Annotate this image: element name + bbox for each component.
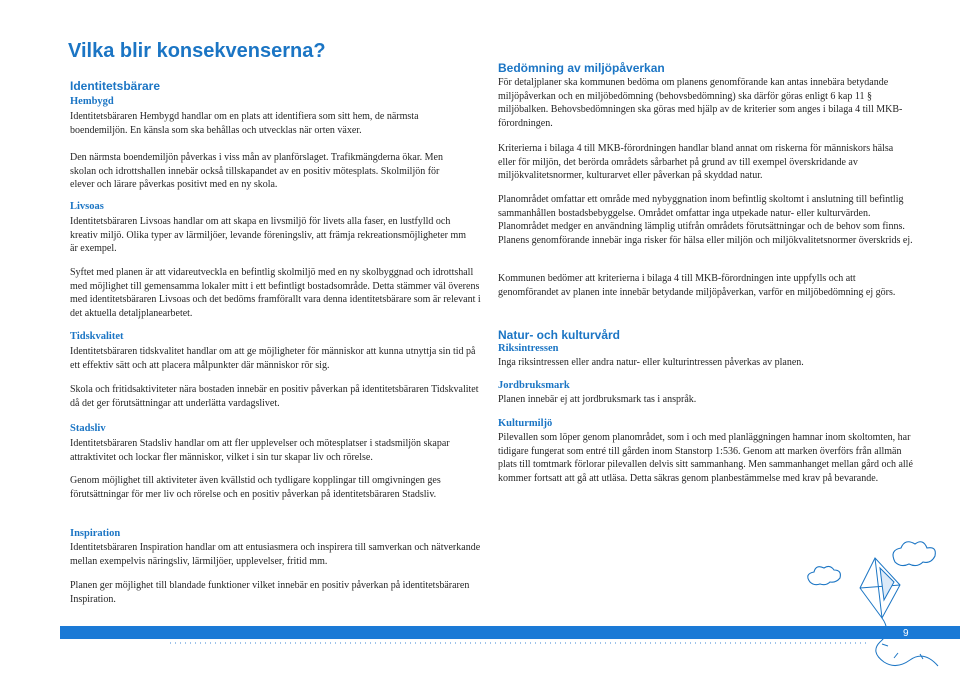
page-number: 9 (903, 628, 909, 639)
tidskvalitet-paragraph-1: Identitetsbäraren tidskvalitet handlar om att ge möjligheter för människor att kunna utnyttja sin tid på ett effektiv sätt och att placera målpunkter där människor rör sig. (70, 346, 476, 371)
bedomning-paragraph-4: Kommunen bedömer att kriterierna i bilaga 4 till MKB-förordningen inte uppfylls och att genomförandet av planen inte innebär betydande miljöpåverkan, varför en miljöbedömning ej görs. (498, 273, 896, 298)
stadsliv-paragraph-1: Identitetsbäraren Stadsliv handlar om att fler upplevelser och mötesplatser i stadsmiljön skapar attraktivitet och lockar fler människor, vilket i sin tur skapar liv och rörelse. (70, 438, 450, 463)
bedomning-heading: Bedömning av miljöpåverkan (498, 61, 665, 75)
bedomning-paragraph-1: För detaljplaner ska kommunen bedöma om planens genomförande kan antas innebära betydande miljöpåverkan och en miljöbedömning (behovsbedömning) ska därför göras enligt 6 kap 11 § miljöbalken. Behovsbedömningen ska göras med hjälp av de kriterier som anges i bilaga 4 till MKB-förordningen. (498, 77, 903, 129)
hembygd-paragraph-1: Identitetsbäraren Hembygd handlar om en plats att identifiera som sitt hem, de närmsta boendemiljön. En känsla som ska behållas och utvecklas när orten växer. (70, 111, 419, 136)
inspiration-paragraph-2: Planen ger möjlighet till blandade funktioner vilket innebär en positiv påverkan på identitetsbäraren Inspiration. (70, 580, 470, 605)
livsoas-heading: Livsoas (70, 201, 104, 212)
stadsliv-heading: Stadsliv (70, 423, 106, 434)
stadsliv-paragraph-2: Genom möjlighet till aktiviteter även kvällstid och tydligare kopplingar till omgivningen ges förutsättningar för mer liv och rörelse och en positiv påverkan på identitetsbäraren Stadsliv. (70, 475, 441, 500)
kite-icon (860, 558, 938, 666)
riksintressen-heading: Riksintressen (498, 343, 559, 354)
identitetsbarare-heading: Identitetsbärare (70, 79, 161, 93)
riksintressen-paragraph: Inga riksintressen eller andra natur- eller kulturintressen påverkas av planen. (498, 357, 804, 368)
inspiration-paragraph-1: Identitetsbäraren Inspiration handlar om att entusiasmera och inspirera till samverkan och nätverkande mellan exempelvis näringsliv, lärmiljöer, upplevelser, fritid mm. (70, 542, 481, 567)
hembygd-heading: Hembygd (70, 96, 114, 107)
inspiration-heading: Inspiration (70, 528, 121, 539)
bedomning-paragraph-3: Planområdet omfattar ett område med nybyggnation inom befintlig skoltomt i anslutning till befintlig sammanhållen bostadsbebyggelse. Området omfattar inga utpekade natur- eller kulturvärden. Planområdet medger en användning lämplig utifrån områdets förutsättningar och de behov som finns. Planens genomförande innebär inga risker för hälsa eller miljön och miljökvalitetsnormer överskrids ej. (498, 194, 913, 246)
bedomning-paragraph-2: Kriterierna i bilaga 4 till MKB-förordningen handlar bland annat om riskerna för människors hälsa eller för miljön, det berörda områdets sårbarhet på grund av till exempel överskridande av miljökvalitetsnormer, kulturarvet eller påverkan på skyddad natur. (498, 143, 894, 181)
kulturmiljo-heading: Kulturmiljö (498, 418, 553, 429)
livsoas-paragraph-2: Syftet med planen är att vidareutveckla en befintlig skolmiljö med en ny skolbyggnad och idrottshall med möjlighet till gemensamma lokaler mitt i ett befintligt bostadsområde. Detta stämmer väl överens med identitetsbäraren Livsoas och det bedöms framförallt vara denna identitetsbärare som är relevant i det aktuella detaljplanearbetet. (70, 267, 481, 319)
tidskvalitet-paragraph-2: Skola och fritidsaktiviteter nära bostaden innebär en positiv påverkan på identitetsbäraren Tidskvalitet då det ger förutsättningar att underlätta vardagslivet. (70, 384, 479, 409)
jordbruksmark-paragraph: Planen innebär ej att jordbruksmark tas i anspråk. (498, 394, 697, 405)
kite-illustration (790, 530, 960, 680)
livsoas-paragraph-1: Identitetsbäraren Livsoas handlar om att skapa en livsmiljö för livets alla faser, en lustfylld och kreativ miljö. Olika typer av lärmiljöer, levande föreningsliv, att främja rekreationsmöjligheter mm är exempel. (70, 216, 467, 254)
footer-bar (60, 626, 960, 639)
page-title: Vilka blir konsekvenserna? (68, 40, 326, 62)
hembygd-paragraph-2: Den närmsta boendemiljön påverkas i viss mån av planförslaget. Trafikmängderna ökar. Men skolan och idrottshallen innebär också tillskapandet av en positiv mötesplats. Skolmiljön för elever och lärare påverkas positivt med en ny skola. (70, 152, 443, 190)
kulturmiljo-paragraph: Pilevallen som löper genom planområdet, som i och med planläggningen hamnar inom skoltomten, har tidigare fungerat som entré till gården inom Stanstorp 1:536. Genom att marken överförs från allmän plats till tomtmark förlorar pilevallen delvis sitt sammanhang. Men sammanhanget mellan gård och allé kommer fortsatt att gå att utläsa. Detta säkras genom planbestämmelse med krav på bevarande. (498, 432, 913, 484)
tidskvalitet-heading: Tidskvalitet (70, 331, 124, 342)
footer-dotted-line (170, 640, 870, 650)
natur-kulturvard-heading: Natur- och kulturvård (498, 328, 621, 342)
jordbruksmark-heading: Jordbruksmark (498, 380, 570, 391)
